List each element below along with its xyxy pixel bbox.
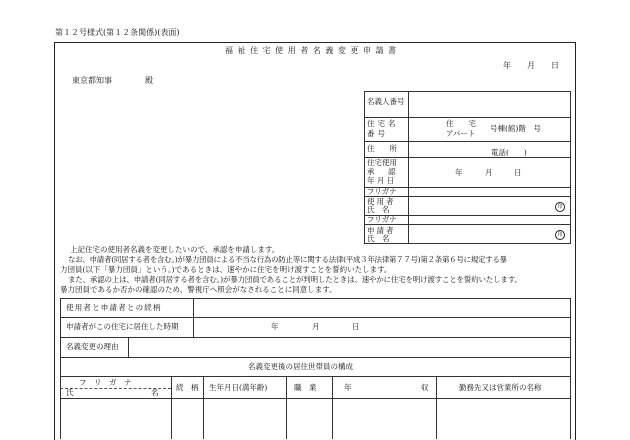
member-row-income-field[interactable] [333, 399, 435, 438]
body-line-1: 上記住宅の使用者名義を変更したいので、承認を申請します。 [70, 245, 280, 254]
members-heading: 名義変更後の居住世帯員の構成 [248, 362, 353, 371]
member-row-relation-field[interactable] [172, 399, 202, 438]
period-day: 日 [352, 322, 360, 331]
permit-year: 年 [455, 168, 463, 177]
addressee-governor: 東京都知事 [72, 76, 112, 85]
period-month: 月 [312, 322, 320, 331]
member-row-workplace-field[interactable] [437, 399, 569, 438]
applicant-name-field[interactable] [409, 225, 549, 243]
body-line-3: 力団員(以下「暴力団員」という。)であるときは、速やかに住宅を明け渡すことを誓約いたします。 [60, 265, 392, 274]
user-label-1: 使用者 [367, 197, 396, 206]
col-birth: 生年月日(満年齢) [209, 383, 268, 392]
applicant-furigana-label: フリガナ [367, 215, 397, 224]
col-workplace: 勤務先又は営業所の名称 [459, 383, 542, 392]
col-relation: 続 柄 [176, 383, 199, 392]
holder-number-label: 名義人番号 [367, 97, 405, 106]
user-furigana-label: フリガナ [367, 187, 397, 196]
period-label: 申請者がこの住宅に居住した時期 [66, 322, 179, 331]
date-day: 日 [551, 61, 559, 70]
member-row-birth-field[interactable] [204, 399, 285, 438]
col-name-2: 名 [151, 388, 159, 397]
housing-type-apartment: アパート [446, 129, 476, 138]
permit-day: 日 [514, 168, 522, 177]
applicant-label-2: 氏 名 [367, 234, 390, 243]
permit-month: 月 [485, 168, 493, 177]
member-row-job-field[interactable] [287, 399, 331, 438]
permit-date-label-2: 承 認 [367, 167, 399, 176]
period-year: 年 [271, 322, 279, 331]
col-income-1: 年 [344, 383, 352, 392]
user-name-field[interactable] [409, 197, 549, 214]
phone-label: 電話( ) [491, 148, 527, 157]
col-job: 職 業 [294, 383, 317, 392]
date-month: 月 [527, 61, 535, 70]
holder-number-field[interactable] [409, 92, 570, 116]
user-label-2: 氏 名 [367, 205, 390, 214]
relation-field[interactable] [194, 299, 569, 316]
date-year: 年 [503, 61, 511, 70]
user-furigana-field[interactable] [409, 188, 570, 196]
addressee-honorific: 殿 [145, 76, 153, 85]
col-furigana: フ リ ガ ナ [79, 378, 132, 387]
user-seal-icon: 印 [555, 202, 565, 212]
address-label: 住 所 [367, 144, 397, 153]
member-row-name-field[interactable] [61, 399, 170, 438]
col-name-1: 氏 [66, 388, 74, 397]
form-title: 福 祉 住 宅 使 用 者 名 義 変 更 申 請 書 [225, 46, 398, 55]
permit-date-label-3: 年 月 日 [367, 176, 395, 185]
housing-no-label: 番号 [367, 129, 388, 138]
address-field[interactable] [409, 142, 570, 156]
form-number: 第１２号様式(第１２条関係)(表面) [55, 28, 180, 37]
relation-label: 使用者と申請者との続柄 [66, 303, 162, 312]
reason-label: 名義変更の理由 [66, 342, 119, 351]
housing-type-housing: 住 宅 [446, 119, 476, 128]
permit-date-label-1: 住宅使用 [367, 158, 397, 167]
building-room-label: 号棟(館)階 号 [490, 124, 541, 133]
applicant-seal-icon: 印 [555, 230, 565, 240]
applicant-furigana-field[interactable] [409, 216, 570, 224]
body-line-4: また、承認の上は、申請者(同居する者を含む。)が暴力団員であることが判明したときは、速やかに住宅を明け渡すことを誓約いたします。 [68, 275, 522, 284]
body-line-2: なお、申請者(同居する者を含む。)が暴力団員による不当な行為の防止等に関する法律(平成３年法律第７７号)第２条第６号に規定する暴 [68, 255, 507, 264]
housing-name-label: 住宅名 [367, 119, 399, 128]
body-line-5: 暴力団員であるか否かの確認のため、警視庁へ照会がなされることに同意します。 [60, 285, 337, 294]
applicant-label-1: 申請者 [367, 226, 396, 235]
reason-field[interactable] [129, 338, 569, 356]
col-income-2: 収 [421, 383, 429, 392]
